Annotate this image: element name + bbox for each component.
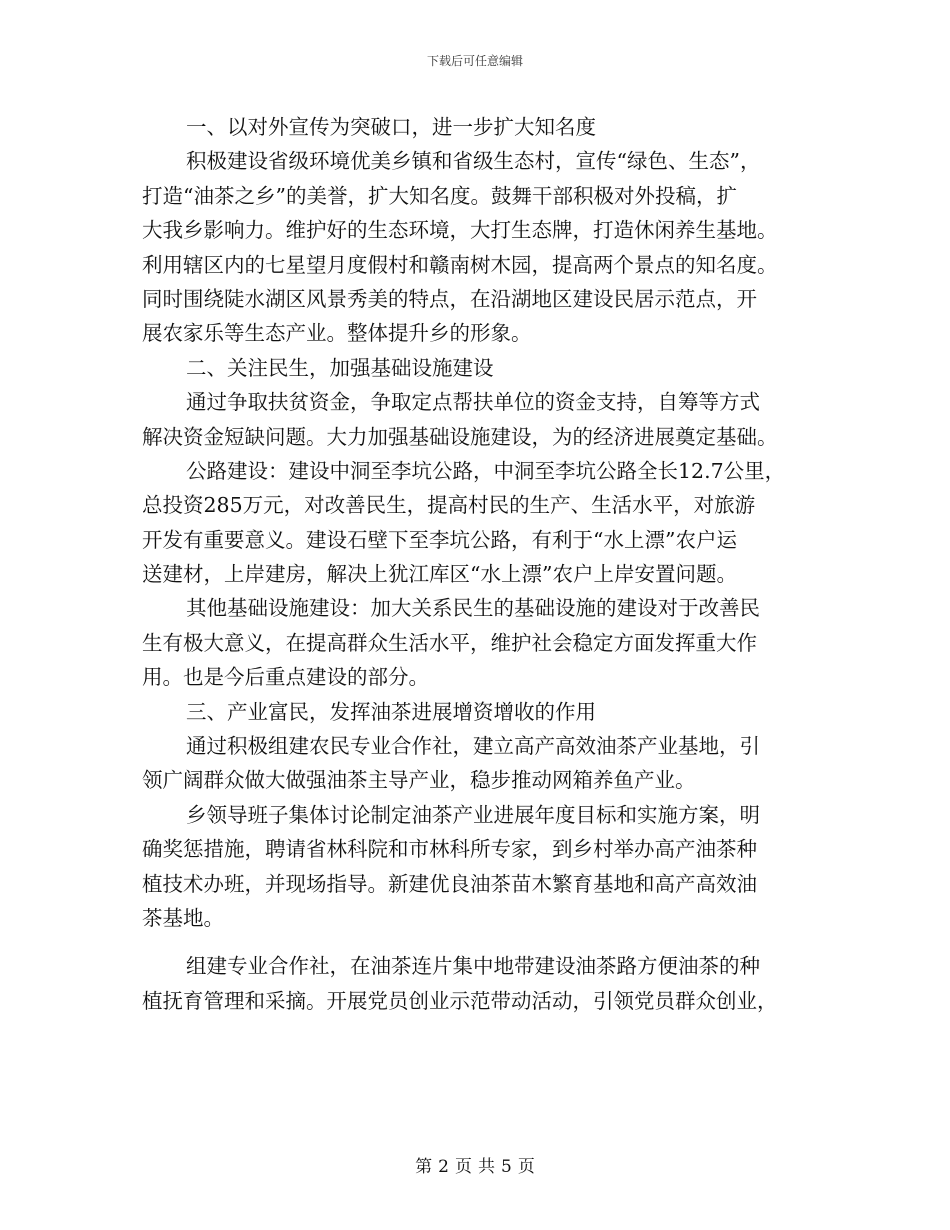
footer-current-page: 2 [438,1157,449,1177]
paragraph-line: 通过争取扶贫资金，争取定点帮扶单位的资金支持，自筹等方式 [186,390,760,415]
paragraph-gap [142,935,812,949]
paragraph-line: 打造“油茶之乡”的美誉，扩大知名度。鼓舞干部积极对外投稿，扩 [142,183,737,208]
paragraph-line: 植抚育管理和采摘。开展党员创业示范带动活动，引领党员群众创业， [142,988,778,1013]
paragraph-line: 公路建设：建设中洞至李坑公路，中洞至李坑公路全长12.7公里， [186,458,786,483]
footer-total-pages: 5 [501,1157,512,1177]
paragraph-line: 同时围绕陡水湖区风景秀美的特点，在沿湖地区建设民居示范点，开 [142,286,757,311]
footer-total-prefix: 共 [478,1157,495,1177]
paragraph-line: 利用辖区内的七星望月度假村和赣南树木园，提高两个景点的知名度。 [142,252,778,277]
paragraph-line: 组建专业合作社，在油茶连片集中地带建设油茶路方便油茶的种 [186,954,760,979]
heading-section-1: 一、以对外宣传为突破口，进一步扩大知名度 [186,115,596,139]
paragraph-line: 总投资285万元，对改善民生，提高村民的生产、生活水平，对旅游 [142,493,756,518]
paragraph-line: 其他基础设施建设：加大关系民生的基础设施的建设对于改善民 [186,596,760,621]
page-number-footer [0,1152,950,1177]
paragraph-line: 植技术办班，并现场指导。新建优良油茶苗木繁育基地和高产高效油 [142,871,757,896]
footer-total-unit: 页 [517,1157,535,1177]
footer-prefix: 第 [415,1157,433,1177]
paragraph-line: 大我乡影响力。维护好的生态环境，大打生态牌，打造休闲养生基地。 [142,218,778,243]
paragraph-line: 开发有重要意义。建设石壁下至李坑公路，有利于“水上漂”农户运 [142,527,737,552]
paragraph-line: 茶基地。 [142,905,224,930]
document-body [142,110,812,1018]
footer-page-unit: 页 [455,1157,472,1177]
paragraph-line: 解决资金短缺问题。大力加强基础设施建设，为的经济进展奠定基础。 [142,424,778,449]
paragraph-line: 通过积极组建农民专业合作社，建立高产高效油茶产业基地，引 [186,734,760,759]
paragraph-line: 乡领导班子集体讨论制定油茶产业进展年度目标和实施方案，明 [186,802,760,827]
paragraph-line: 积极建设省级环境优美乡镇和省级生态村，宣传“绿色、生态”， [186,149,761,174]
paragraph-line: 用。也是今后重点建设的部分。 [142,665,429,690]
heading-section-2: 二、关注民生，加强基础设施建设 [186,355,494,380]
paragraph-line: 领广阔群众做大做强油茶主导产业，稳步推动网箱养鱼产业。 [142,768,696,793]
paragraph-line: 展农家乐等生态产业。整体提升乡的形象。 [142,321,532,346]
heading-section-3: 三、产业富民，发挥油茶进展增资增收的作用 [186,699,596,724]
paragraph-line: 生有极大意义，在提高群众生活水平，维护社会稳定方面发挥重大作 [142,630,757,655]
paragraph-line: 送建材，上岸建房，解决上犹江库区“水上漂”农户上岸安置问题。 [142,562,737,587]
paragraph-line: 确奖惩措施，聘请省林科院和市林科所专家，到乡村举办高产油茶种 [142,837,757,862]
page-header: 下载后可任意编辑 [426,54,523,68]
